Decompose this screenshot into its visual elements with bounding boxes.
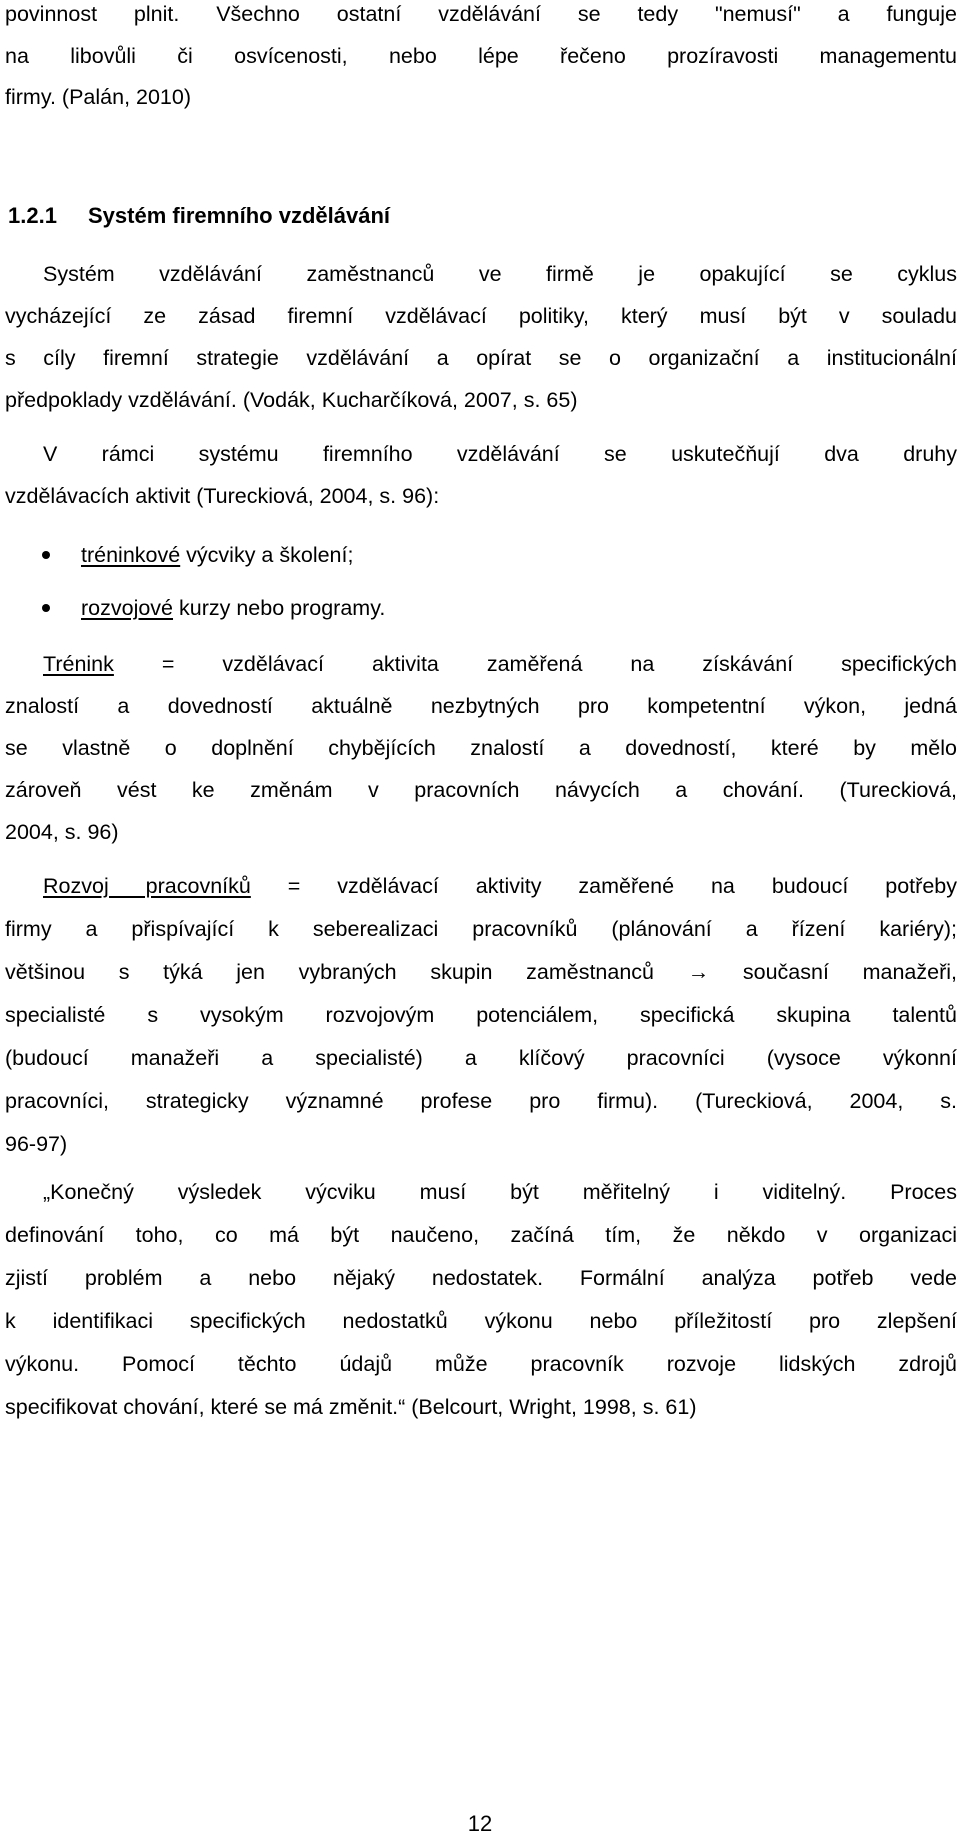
text-line: předpoklady vzdělávání. (Vodák, Kucharčíková, 2007, s. 65) — [5, 388, 578, 412]
text-line — [43, 650, 957, 678]
text-line: většinou s týká jen vybraných skupin zaměstnanců → současní manažeři, — [5, 960, 957, 984]
text-line: (budoucí manažeři a specialisté) a klíčový pracovníci (vysoce výkonní — [5, 1046, 957, 1070]
text-line: 2004, s. 96) — [5, 820, 119, 844]
text-line: specialisté s vysokým rozvojovým potenciálem, specifická skupina talentů — [5, 1003, 957, 1027]
text-line: se vlastně o doplnění chybějících znalostí a dovedností, které by mělo — [5, 736, 957, 760]
list-term: rozvojové — [81, 596, 174, 620]
text-line: V rámci systému firemního vzdělávání se uskutečňují dva druhy — [43, 442, 957, 466]
text-line: firmy a přispívající k seberealizaci pracovníků (plánování a řízení kariéry); — [5, 917, 957, 941]
text-line: povinnost plnit. Všechno ostatní vzdělávání se tedy "nemusí" a funguje — [5, 2, 957, 26]
text-line: na libovůli či osvícenosti, nebo lépe řečeno prozíravosti managementu — [5, 44, 957, 68]
text-line: výkonu. Pomocí těchto údajů může pracovník rozvoje lidských zdrojů — [5, 1352, 957, 1376]
definition-text: = vzdělávací aktivity zaměřené na budoucí potřeby — [250, 874, 957, 898]
definition-text: = vzdělávací aktivita zaměřená na získávání specifických — [113, 652, 957, 676]
text-line: k identifikaci specifických nedostatků výkonu nebo příležitostí pro zlepšení — [5, 1309, 957, 1333]
list-text: výcviky a školení; — [180, 543, 354, 567]
text-line: znalostí a dovedností aktuálně nezbytných pro kompetentní výkon, jedná — [5, 694, 957, 718]
text-line: definování toho, co má být naučeno, začíná tím, že někdo v organizaci — [5, 1223, 957, 1247]
text-line: 96-97) — [5, 1132, 68, 1156]
text-line: zároveň vést ke změnám v pracovních návycích a chování. (Tureckiová, — [5, 778, 957, 802]
bullet-icon — [42, 551, 50, 559]
text-line: s cíly firemní strategie vzdělávání a opírat se o organizační a institucionální — [5, 346, 957, 370]
list-term: tréninkové — [81, 543, 181, 567]
list-text: kurzy nebo programy. — [173, 596, 386, 620]
definition-term: Rozvoj pracovníků — [43, 874, 251, 898]
text-line: firmy. (Palán, 2010) — [5, 85, 192, 109]
text-line: pracovníci, strategicky významné profese pro firmu). (Tureckiová, 2004, s. — [5, 1089, 957, 1113]
section-heading — [8, 202, 390, 230]
text-line — [43, 872, 957, 900]
text-line: vycházející ze zásad firemní vzdělávací politiky, který musí být v souladu — [5, 304, 957, 328]
text-line: zjistí problém a nebo nějaký nedostatek. Formální analýza potřeb vede — [5, 1266, 957, 1290]
section-number: 1.2.1 — [8, 203, 57, 228]
text-line: Systém vzdělávání zaměstnanců ve firmě je opakující se cyklus — [43, 262, 957, 286]
section-title: Systém firemního vzdělávání — [88, 203, 390, 228]
definition-term: Trénink — [43, 652, 114, 676]
text-line: specifikovat chování, které se má změnit.“ (Belcourt, Wright, 1998, s. 61) — [5, 1395, 697, 1419]
bullet-icon — [42, 604, 50, 612]
text-line: „Konečný výsledek výcviku musí být měřitelný i viditelný. Proces — [43, 1180, 957, 1204]
text-line: vzdělávacích aktivit (Tureckiová, 2004, s. 96): — [5, 484, 440, 508]
page-number: 12 — [467, 1811, 493, 1836]
